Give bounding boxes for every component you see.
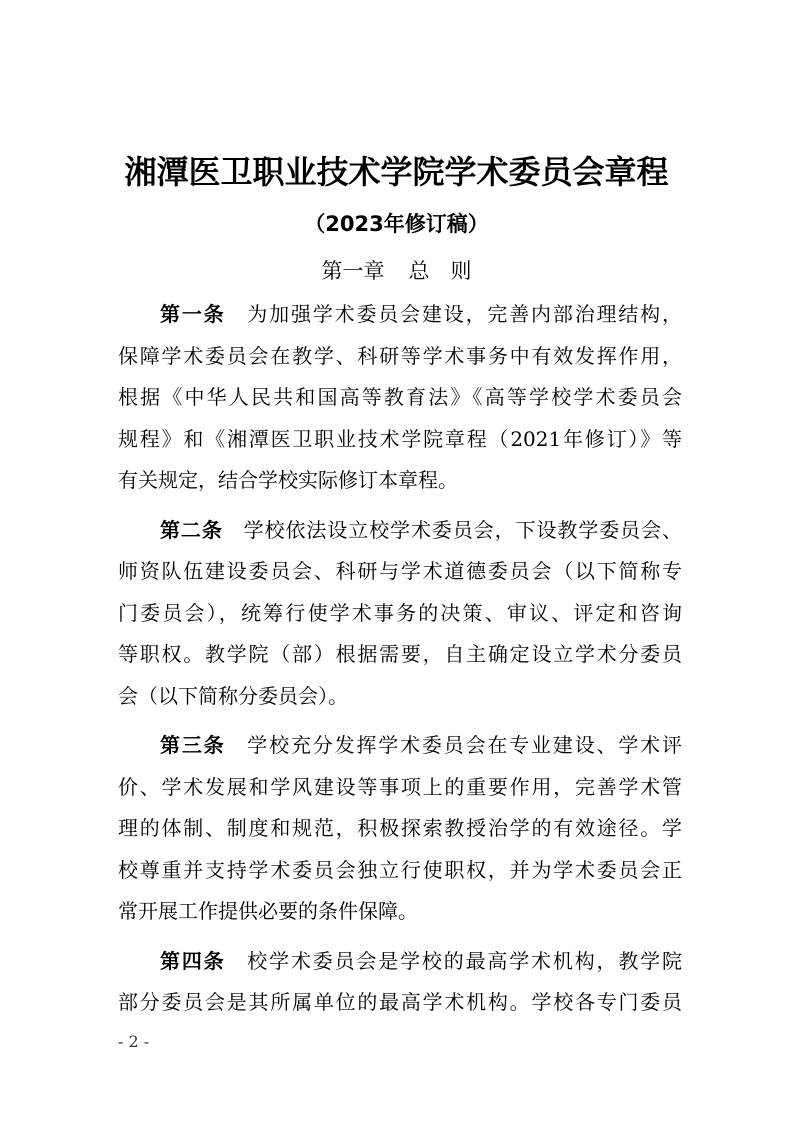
article-label: 第二条 [160,517,223,542]
paragraph-line: 根据《中华人民共和国高等教育法》《高等学校学术委员会 [118,385,682,409]
document-title: 湘潭医卫职业技术学院学术委员会章程 [124,153,669,191]
paragraph-line: 理的体制、制度和规范，积极探索教授治学的有效途径。学 [118,816,682,840]
article-2 [118,510,682,718]
article-label: 第三条 [160,733,226,757]
paragraph-line: 部分委员会是其所属单位的最高学术机构。学校各专门委员 [118,990,682,1014]
document-subtitle: （2023年修订稿） [304,212,489,236]
chapter-heading [0,254,793,288]
paragraph-line: 保障学术委员会在教学、科研等学术事务中有效发挥作用， [118,343,682,368]
paragraph-line: 有关规定，结合学校实际修订本章程。 [118,468,458,492]
page-number: - 2 - [118,1032,150,1051]
article-1 [118,294,682,502]
article-label: 第一条 [160,302,226,326]
paragraph-line: 门委员会），统筹行使学术事务的决策、审议、评定和咨询 [118,600,682,625]
paragraph-line: 规程》和《湘潭医卫职业技术学院章程（2021年修订）》等 [118,426,682,451]
paragraph-line: 价、学术发展和学风建设等事项上的重要作用，完善学术管 [118,774,682,799]
paragraph-line [118,294,682,336]
chapter-number: 第一章 [321,259,385,283]
paragraph-line [118,725,682,767]
document-body [118,294,682,1024]
article-text: 校学术委员会是学校的最高学术机构，教学院 [245,948,683,973]
article-4 [118,941,682,1024]
paragraph-line: 师资队伍建设委员会、科研与学术道德委员会（以下简称专 [118,559,682,583]
paragraph-line [118,510,682,552]
paragraph-line [118,941,682,983]
paragraph-line: 等职权。教学院（部）根据需要，自主确定设立学术分委员 [118,642,682,666]
article-3 [118,725,682,933]
paragraph-line: 常开展工作提供必要的条件保障。 [118,899,418,923]
article-text: 学校依法设立校学术委员会，下设教学委员会、 [242,517,682,542]
chapter-name: 总 则 [408,259,472,283]
article-text: 学校充分发挥学术委员会在专业建设、学术评 [245,733,683,757]
article-label: 第四条 [160,948,226,973]
paragraph-line: 会（以下简称分委员会）。 [118,683,348,708]
article-text: 为加强学术委员会建设，完善内部治理结构， [245,302,683,326]
paragraph-line: 校尊重并支持学术委员会独立行使职权，并为学术委员会正 [118,857,682,882]
